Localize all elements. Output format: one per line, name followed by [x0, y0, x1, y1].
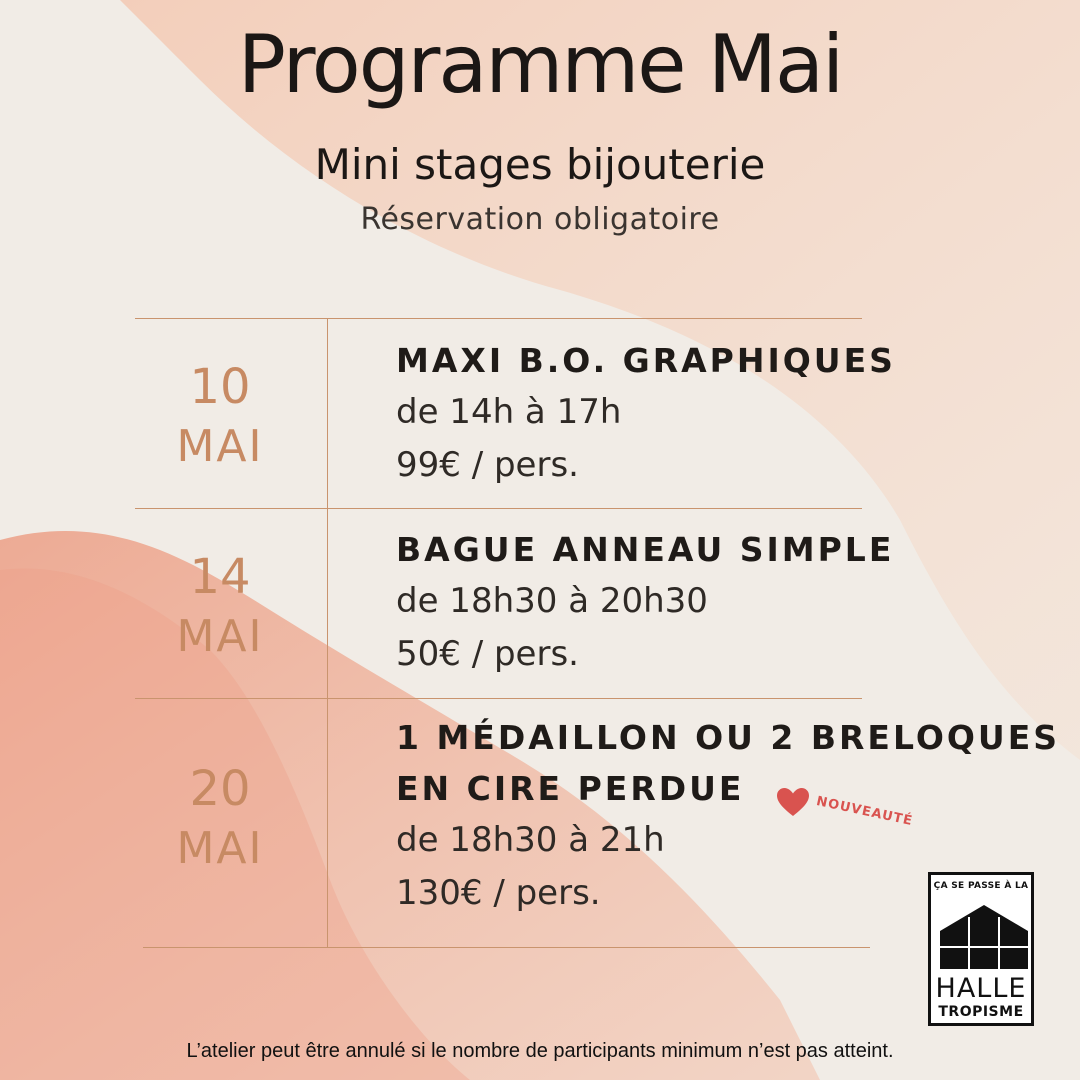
event-details	[396, 524, 894, 681]
footer-note: L’atelier peut être annulé si le nombre de participants minimum n’est pas atteint.	[186, 1040, 894, 1062]
event-time: de 18h30 à 21h	[396, 820, 665, 860]
logo-tagline: ÇA SE PASSE À LA	[933, 881, 1029, 891]
new-badge: NOUVEAUTÉ	[814, 794, 915, 830]
event-price: 99€ / pers.	[396, 445, 579, 485]
heart-icon	[775, 786, 811, 818]
event-day: 14	[189, 549, 251, 605]
event-date	[135, 761, 305, 874]
event-day: 10	[189, 359, 251, 415]
halle-tropisme-logo	[928, 872, 1034, 1026]
table-divider	[135, 508, 862, 509]
event-time: de 14h à 17h	[396, 392, 622, 432]
event-date	[135, 549, 305, 662]
event-month: MAI	[176, 823, 264, 874]
table-divider	[143, 947, 870, 948]
page-title: Programme Mai	[237, 18, 843, 111]
event-day: 20	[189, 761, 251, 817]
event-details	[396, 335, 896, 492]
event-name: BAGUE ANNEAU SIMPLE	[396, 530, 895, 569]
greenhouse-icon	[940, 903, 1028, 971]
event-price: 50€ / pers.	[396, 634, 579, 674]
table-divider	[135, 318, 862, 319]
subtitle: Mini stages bijouterie	[314, 140, 766, 189]
event-price: 130€ / pers.	[396, 873, 601, 913]
reservation-note: Réservation obligatoire	[360, 202, 720, 237]
event-time: de 18h30 à 20h30	[396, 581, 708, 621]
table-column-divider	[327, 318, 328, 947]
event-month: MAI	[176, 611, 264, 662]
event-name: MAXI B.O. GRAPHIQUES	[396, 341, 896, 380]
table-divider	[135, 698, 862, 699]
event-name-line2: EN CIRE PERDUE	[396, 769, 745, 808]
logo-subname: TROPISME	[938, 1004, 1024, 1020]
event-month: MAI	[176, 421, 264, 472]
event-name: 1 MÉDAILLON OU 2 BRELOQUES	[396, 718, 1061, 757]
logo-name: HALLE	[935, 973, 1027, 1004]
event-date	[135, 359, 305, 472]
